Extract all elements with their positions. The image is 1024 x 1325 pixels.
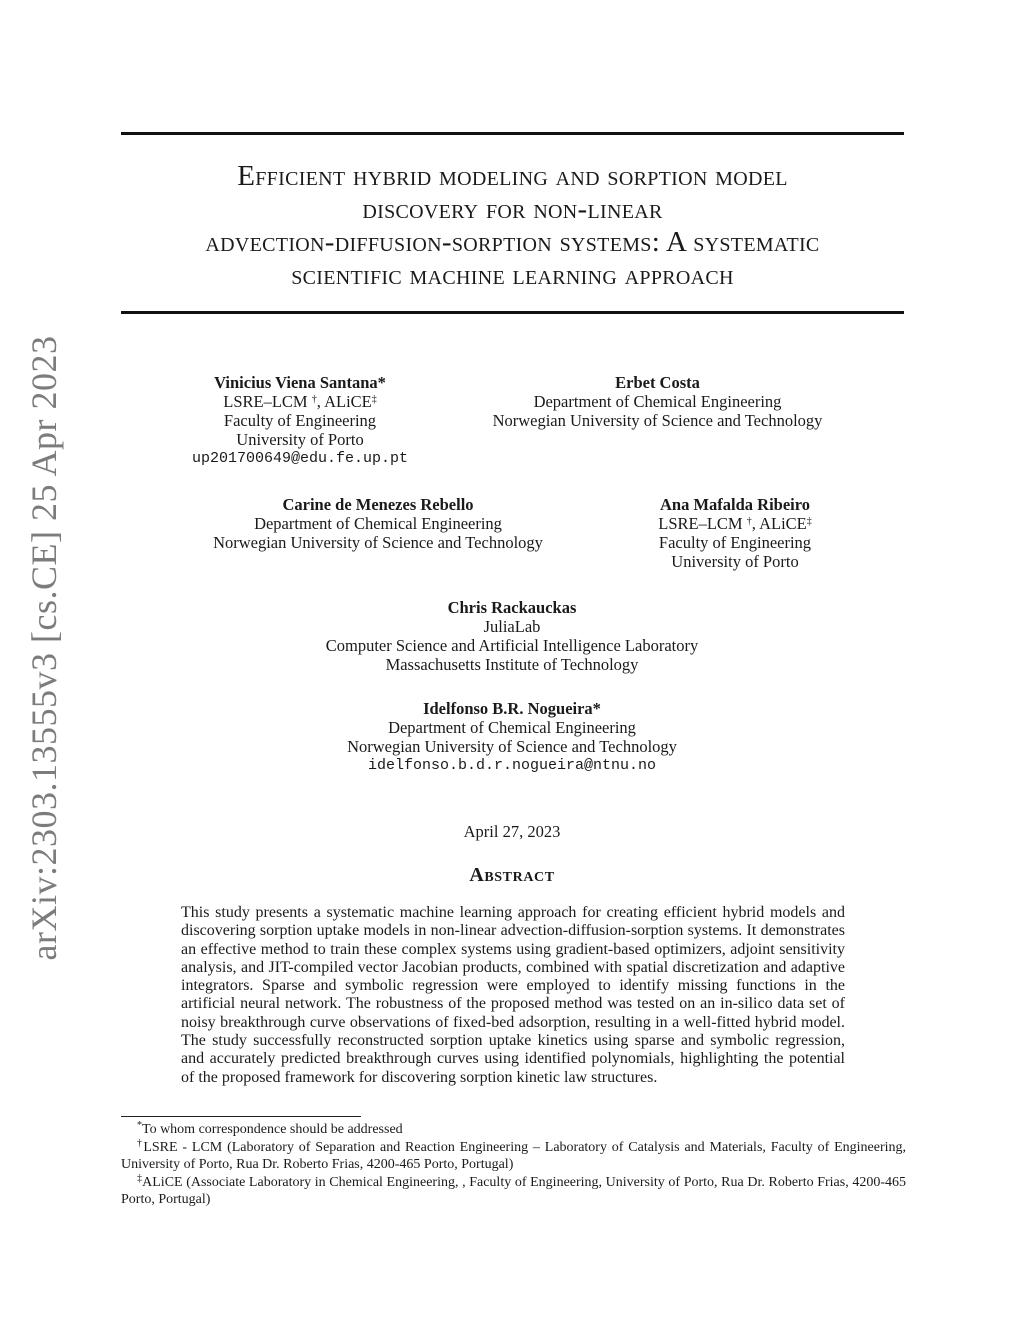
author-affiliation: LSRE–LCM †, ALiCE‡ (223, 392, 377, 411)
author-name: Ana Mafalda Ribeiro (659, 495, 811, 514)
footnotes (121, 1121, 906, 1209)
author-affiliation: Faculty of Engineering (658, 533, 812, 552)
abstract-heading: Abstract (469, 864, 555, 886)
author-affiliation: Department of Chemical Engineering (388, 718, 636, 737)
author-affiliation: University of Porto (671, 552, 799, 571)
title-line: scientific machine learning approach (291, 259, 734, 291)
author-name: Idelfonso B.R. Nogueira* (423, 699, 601, 718)
author-affiliation: Department of Chemical Engineering (254, 514, 502, 533)
title-rule-top (121, 132, 904, 135)
author-affiliation: Norwegian University of Science and Technology (213, 533, 543, 552)
footnote-alice: ‡ALiCE (Associate Laboratory in Chemical Engineering, , Faculty of Engineering, University of Porto, Rua Dr. Roberto Frias, 4200-465 Porto, Portugal) (121, 1172, 907, 1207)
author-name: Carine de Menezes Rebello (282, 495, 474, 514)
footnote-lsre: †LSRE - LCM (Laboratory of Separation and Reaction Engineering – Laboratory of Catalysis and Materials, Faculty of Engineering, University of Porto, Rua Dr. Roberto Frias, 4200-465 Porto, Portugal) (121, 1137, 906, 1172)
author-email[interactable]: idelfonso.b.d.r.nogueira@ntnu.no (367, 757, 657, 774)
title-line: advection-diffusion-sorption systems: A systematic (205, 226, 820, 258)
author-name: Vinicius Viena Santana* (214, 373, 386, 392)
author-nogueira (262, 699, 762, 775)
abstract-text: This study presents a systematic machine learning approach for creating efficient hybrid models and discovering sorption uptake models in non-linear advection-diffusion-sorption systems. It demonstrates an effective method to train these complex systems using gradient-based optimizers, adjoint sensitivity analysis, and JIT-compiled vector Jacobian products, combined with spatial discretization and adaptive integrators. Sparse and symbolic regression were employed to identify missing functions in the artificial neural network. The robustness of the proposed method was tested on an in-silico data set of noisy breakthrough curve observations of fixed-bed adsorption, resulting in a well-fitted hybrid model. The study successfully reconstructed sorption uptake kinetics using sparse and symbolic regression, and accurately predicted breakthrough curves using identified polynomials, highlighting the potential of the proposed framework for discovering sorption kinetic law structures. (181, 904, 845, 1086)
author-affiliation: JuliaLab (483, 617, 541, 636)
author-affiliation: Norwegian University of Science and Technology (347, 737, 677, 756)
title-rule-bottom (121, 311, 904, 314)
title-line: Efficient hybrid modeling and sorption model (237, 160, 788, 192)
author-rebello (178, 495, 578, 552)
author-santana (160, 373, 440, 468)
author-costa (460, 373, 855, 430)
author-name: Chris Rackauckas (447, 598, 577, 617)
author-affiliation: LSRE–LCM †, ALiCE‡ (658, 514, 812, 533)
author-ribeiro (620, 495, 850, 571)
author-affiliation: Computer Science and Artificial Intelligence Laboratory (325, 636, 699, 655)
author-affiliation: Department of Chemical Engineering (533, 392, 782, 411)
footnote-correspondence: *To whom correspondence should be addressed (137, 1120, 403, 1137)
arxiv-identifier: arXiv:2303.13555v3 [cs.CE] 25 Apr 2023 (24, 335, 64, 961)
paper-title (121, 160, 904, 292)
publication-date: April 27, 2023 (463, 822, 561, 841)
author-rackauckas (262, 598, 762, 674)
author-affiliation: University of Porto (236, 430, 364, 449)
footnote-rule (121, 1116, 361, 1117)
author-affiliation: Massachusetts Institute of Technology (385, 655, 639, 674)
author-email[interactable]: up201700649@edu.fe.up.pt (191, 450, 409, 467)
title-line: discovery for non-linear (362, 193, 663, 225)
author-affiliation: Norwegian University of Science and Technology (492, 411, 823, 430)
author-name: Erbet Costa (615, 373, 700, 392)
author-affiliation: Faculty of Engineering (223, 411, 377, 430)
